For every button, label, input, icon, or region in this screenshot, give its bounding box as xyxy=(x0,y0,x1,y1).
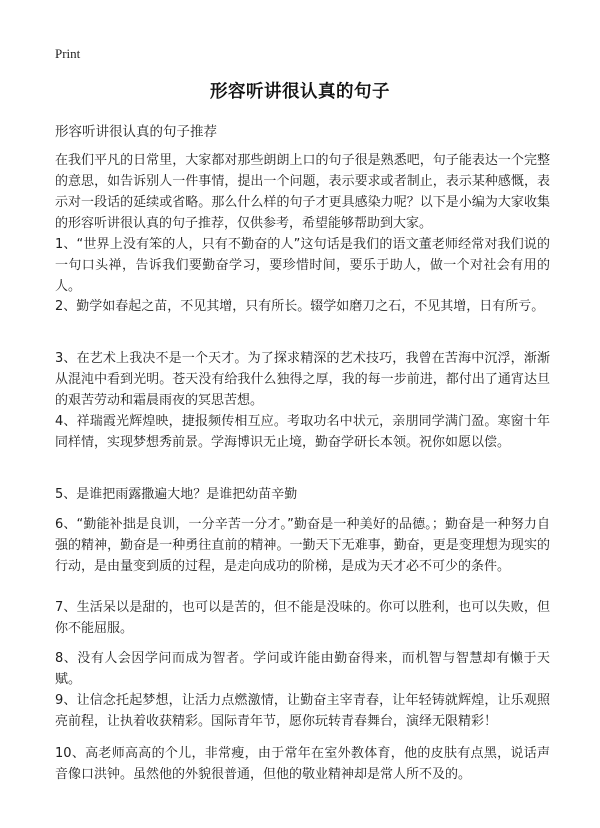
page-title: 形容听讲很认真的句子 xyxy=(210,82,390,102)
list-item: 2、勤学如春起之苗，不见其增，只有所长。辍学如磨刀之石，不见其增，日有所亏。 xyxy=(55,299,545,314)
list-item: 4、祥瑞霞光辉煌映，捷报频传相互应。考取功名中状元，亲朋同学满门盈。寒窗十年同样情，实现梦想秀前景。学海博识无止境，勤奋学研长本领。祝你如愿以偿。 xyxy=(55,414,550,450)
print-link[interactable]: Print xyxy=(55,46,81,61)
list-item: 7、生活呆以是甜的，也可以是苦的，但不能是没味的。你可以胜利，也可以失败，但你不能屈服。 xyxy=(55,600,550,636)
list-item: 5、是谁把雨露撒遍大地？是谁把幼苗辛勤 xyxy=(55,487,298,502)
article-subtitle: 形容听讲很认真的句子推荐 xyxy=(55,124,217,140)
list-item: 8、没有人会因学问而成为智者。学问或许能由勤奋得来，而机智与智慧却有懒于天赋。 xyxy=(55,651,550,687)
list-item: 9、让信念托起梦想，让活力点燃激情，让勤奋主宰青春，让年轻铸就辉煌，让乐观照亮前程，让执着收获精彩。国际青年节，愿你玩转青春舞台，演绎无限精彩！ xyxy=(55,693,550,729)
intro-paragraph: 在我们平凡的日常里，大家都对那些朗朗上口的句子很是熟悉吧，句子能表达一个完整的意思，如告诉别人一件事情，提出一个问题，表示要求或者制止，表示某种感慨，表示对一段话的延续或省略。那么什么样的句子才更具感染力呢？以下是小编为大家收集的形容听讲很认真的句子推荐，仅供参考，希望能够帮助到大家。 xyxy=(55,153,550,231)
list-item: 3、在艺术上我决不是一个天才。为了探求精深的艺术技巧，我曾在苦海中沉浮，渐渐从混沌中看到光明。苍天没有给我什么独得之厚，我的每一步前进，都付出了通宵达旦的艰苦劳动和霜晨雨夜的冥思苦想。 xyxy=(55,351,550,408)
list-item: 10、高老师高高的个儿，非常瘦，由于常年在室外教体育，他的皮肤有点黑，说话声音像口洪钟。虽然他的外貌很普通，但他的敬业精神却是常人所不及的。 xyxy=(55,746,550,782)
list-item: 6、“勤能补拙是良训，一分辛苦一分才。”勤奋是一种美好的品德。；勤奋是一种努力自强的精神，勤奋是一种勇往直前的精神。一勤天下无难事，勤奋，更是变理想为现实的行动，是由量变到质的过程，是走向成功的阶梯，是成为天才必不可少的条件。 xyxy=(55,517,550,574)
list-item: 1、“世界上没有笨的人，只有不勤奋的人”这句话是我们的语文董老师经常对我们说的一句口头禅，告诉我们要勤奋学习，要珍惜时间，要乐于助人，做一个对社会有用的人。 xyxy=(55,237,550,294)
